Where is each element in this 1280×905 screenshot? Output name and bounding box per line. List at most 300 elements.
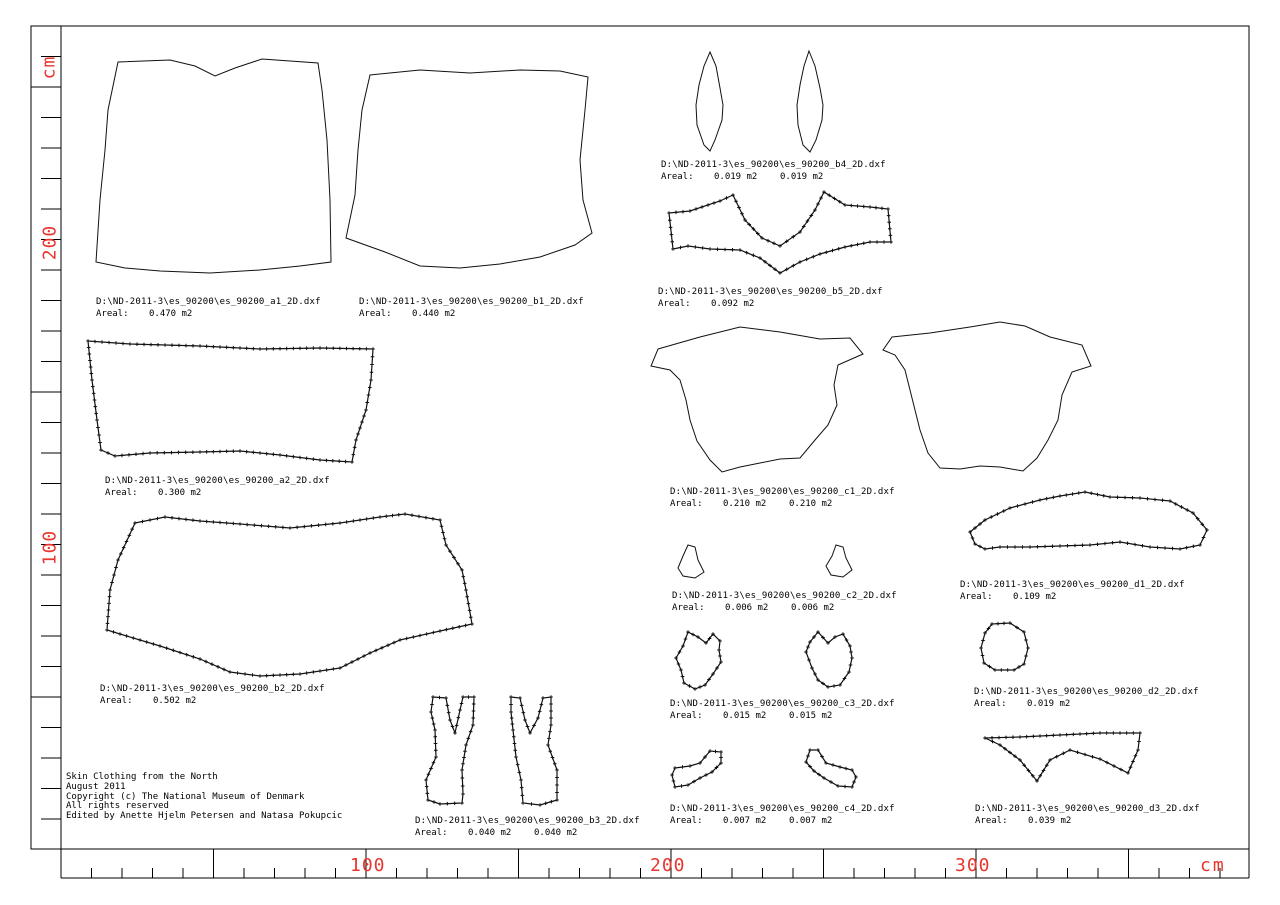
stitch-mark — [418, 634, 422, 638]
stitch-mark — [868, 205, 872, 209]
stitch-mark — [403, 512, 407, 516]
stitch-mark — [887, 220, 891, 224]
stitch-mark — [370, 370, 374, 374]
stitch-mark — [519, 778, 523, 782]
area-row-b5 — [658, 299, 754, 310]
credits-date: August 2011 — [66, 781, 126, 792]
stitch-mark — [138, 638, 142, 642]
piece-d3-outline — [985, 733, 1140, 781]
stitch-mark — [265, 452, 269, 456]
stitch-mark — [265, 674, 269, 678]
stitch-mark — [433, 728, 437, 732]
stitch-mark — [1081, 543, 1085, 547]
stitch-mark — [681, 210, 685, 214]
stitch-mark — [318, 669, 322, 673]
stitch-mark — [434, 748, 438, 752]
stitch-mark — [979, 646, 983, 650]
stitch-mark — [738, 248, 742, 252]
stitch-mark — [397, 513, 401, 517]
stitch-mark — [674, 211, 678, 215]
stitch-mark — [541, 696, 545, 700]
stitch-mark — [149, 343, 153, 347]
stitch-mark — [997, 736, 1001, 740]
stitch-mark — [990, 736, 994, 740]
stitch-mark — [549, 716, 553, 720]
stitch-mark — [120, 454, 124, 458]
piece-c2-left-outline — [678, 545, 704, 578]
stitch-mark — [766, 239, 770, 243]
stitch-mark — [1161, 498, 1165, 502]
area-label: Areal: — [960, 592, 993, 602]
area-value: 0.210 m2 — [789, 499, 833, 509]
stitch-mark — [509, 710, 513, 714]
area-row-b1 — [359, 309, 455, 320]
stitch-mark — [462, 756, 466, 760]
stitch-mark — [681, 765, 685, 769]
stitch-mark — [156, 343, 160, 347]
stitch-mark — [1088, 543, 1092, 547]
piece-label-d2: D:\ND-2011-3\es_90200\es_90200_d2_2D.dxf — [974, 687, 1199, 697]
stitch-mark — [116, 558, 120, 562]
stitch-mark — [94, 405, 98, 409]
stitch-mark — [369, 378, 373, 382]
stitch-mark — [538, 803, 542, 807]
stitch-mark — [441, 531, 445, 535]
stitch-mark — [555, 791, 559, 795]
stitch-mark — [457, 716, 461, 720]
stitch-mark — [546, 743, 550, 747]
stitch-mark — [405, 637, 409, 641]
stitch-mark — [90, 372, 94, 376]
stitch-mark — [526, 725, 530, 729]
area-value: 0.109 m2 — [1013, 592, 1057, 602]
area-label: Areal: — [975, 816, 1008, 826]
stitch-mark — [318, 458, 322, 462]
stitch-mark — [460, 702, 464, 706]
credits-editors: Edited by Anette Hjelm Petersen and Natasa Pokupcic — [66, 811, 343, 822]
stitch-mark — [1185, 546, 1189, 550]
stitch-mark — [509, 703, 513, 707]
stitch-mark — [371, 355, 375, 359]
stitch-mark — [198, 344, 202, 348]
piece-label-b1: D:\ND-2011-3\es_90200\es_90200_b1_2D.dxf — [359, 297, 584, 307]
stitch-mark — [430, 703, 434, 707]
stitch-mark — [679, 246, 683, 250]
area-row-b3 — [415, 828, 577, 839]
stitch-mark — [432, 800, 436, 804]
stitch-mark — [392, 641, 396, 645]
stitch-mark — [1118, 540, 1122, 544]
credits-block — [66, 773, 342, 822]
stitch-mark — [426, 792, 430, 796]
area-value: 0.210 m2 — [723, 499, 767, 509]
piece-label-c1: D:\ND-2011-3\es_90200\es_90200_c1_2D.dxf — [670, 487, 895, 497]
stitch-mark — [983, 736, 987, 740]
vertical-scale — [31, 26, 61, 849]
stitch-mark — [338, 521, 342, 525]
stitch-mark — [1163, 546, 1167, 550]
stitch-mark — [1038, 734, 1042, 738]
stitch-mark — [448, 718, 452, 722]
piece-label-d1: D:\ND-2011-3\es_90200\es_90200_d1_2D.dxf — [960, 580, 1185, 590]
stitch-mark — [461, 776, 465, 780]
stitch-mark — [1076, 750, 1080, 754]
stitch-mark — [1006, 545, 1010, 549]
stitch-mark — [184, 518, 188, 522]
credits-title: Skin Clothing from the North — [66, 772, 218, 782]
stitch-mark — [295, 525, 299, 529]
stitch-mark — [95, 418, 99, 422]
stitch-mark — [172, 649, 176, 653]
stitch-mark — [198, 450, 202, 454]
stitch-mark — [1038, 498, 1042, 502]
piece-label-a1: D:\ND-2011-3\es_90200\es_90200_a1_2D.dxf — [96, 297, 321, 307]
stitch-mark — [107, 608, 111, 612]
stitch-mark — [438, 802, 442, 806]
stitch-mark — [305, 671, 309, 675]
stitch-mark — [1112, 731, 1116, 735]
stitch-mark — [843, 245, 847, 249]
stitch-mark — [274, 525, 278, 529]
stitch-mark — [114, 566, 118, 570]
stitch-mark — [298, 456, 302, 460]
stitch-mark — [461, 792, 465, 796]
stitch-mark — [356, 432, 360, 436]
stitch-mark — [880, 207, 884, 211]
stitch-mark — [850, 785, 854, 789]
stitch-mark — [94, 412, 98, 416]
stitch-mark — [469, 615, 473, 619]
stitch-mark — [89, 365, 93, 369]
stitch-mark — [434, 755, 438, 759]
stitch-mark — [1031, 500, 1035, 504]
stitch-mark — [156, 517, 160, 521]
stitch-mark — [670, 233, 674, 237]
stitch-mark — [812, 255, 816, 259]
stitch-mark — [285, 673, 289, 677]
stitch-mark — [1125, 731, 1129, 735]
stitch-mark — [453, 731, 457, 735]
area-label: Areal: — [96, 309, 129, 319]
area-value: 0.019 m2 — [1027, 699, 1071, 709]
stitch-mark — [108, 588, 112, 592]
area-label: Areal: — [974, 699, 1007, 709]
stitch-mark — [298, 347, 302, 351]
stitch-mark — [1089, 491, 1093, 495]
piece-c4l-outline — [672, 751, 721, 787]
stitch-mark — [446, 802, 450, 806]
stitch-mark — [88, 352, 92, 356]
stitch-mark — [272, 674, 276, 678]
stitch-mark — [470, 622, 474, 626]
stitch-mark — [856, 243, 860, 247]
stitch-mark — [88, 359, 92, 363]
stitch-mark — [87, 346, 91, 350]
stitch-mark — [258, 451, 262, 455]
stitch-mark — [93, 340, 97, 344]
stitch-mark — [135, 342, 139, 346]
stitch-mark — [370, 363, 374, 367]
stitch-mark — [1006, 668, 1010, 672]
stitch-mark — [245, 523, 249, 527]
stitch-mark — [163, 515, 167, 519]
stitch-mark — [1126, 541, 1130, 545]
stitch-mark — [714, 750, 718, 754]
stitch-mark — [451, 725, 455, 729]
stitch-mark — [91, 385, 95, 389]
stitch-mark — [345, 347, 349, 351]
piece-b1-outline — [346, 70, 592, 268]
stitch-mark — [1083, 753, 1087, 757]
stitch-mark — [1118, 731, 1122, 735]
stitch-mark — [1085, 732, 1089, 736]
stitch-mark — [1136, 748, 1140, 752]
stitch-mark — [1083, 490, 1087, 494]
stitch-mark — [93, 398, 97, 402]
stitch-mark — [668, 218, 672, 222]
stitch-mark — [184, 450, 188, 454]
stitch-mark — [1051, 544, 1055, 548]
stitch-mark — [548, 749, 552, 753]
stitch-mark — [701, 246, 705, 250]
area-label: Areal: — [670, 711, 703, 721]
stitch-mark — [1018, 735, 1022, 739]
stitch-mark — [1105, 731, 1109, 735]
stitch-mark — [1036, 545, 1040, 549]
stitch-mark — [152, 642, 156, 646]
area-row-c2 — [672, 603, 834, 614]
stitch-mark — [1077, 491, 1081, 495]
stitch-mark — [353, 446, 357, 450]
stitch-mark — [258, 674, 262, 678]
stitch-mark — [125, 540, 129, 544]
stitch-mark — [198, 657, 202, 661]
piece-label-c4: D:\ND-2011-3\es_90200\es_90200_c4_2D.dxf — [670, 804, 895, 814]
stitch-mark — [1153, 498, 1157, 502]
stitch-mark — [380, 646, 384, 650]
stitch-mark — [874, 206, 878, 210]
stitch-mark — [1023, 502, 1027, 506]
stitch-mark — [105, 628, 109, 632]
stitch-mark — [438, 696, 442, 700]
stitch-mark — [752, 254, 756, 258]
stitch-mark — [86, 339, 90, 343]
stitch-mark — [225, 521, 229, 525]
stitch-mark — [731, 248, 735, 252]
stitch-mark — [1002, 622, 1006, 626]
stitch-mark — [158, 644, 162, 648]
area-value: 0.007 m2 — [723, 816, 767, 826]
stitch-mark — [434, 742, 438, 746]
stitch-mark — [225, 450, 229, 454]
stitch-mark — [849, 244, 853, 248]
stitch-mark — [278, 347, 282, 351]
stitch-mark — [310, 524, 314, 528]
stitch-mark — [184, 344, 188, 348]
stitch-mark — [464, 588, 468, 592]
stitch-mark — [386, 643, 390, 647]
stitch-mark — [991, 546, 995, 550]
stitch-mark — [332, 667, 336, 671]
stitch-mark — [998, 545, 1002, 549]
stitch-mark — [278, 453, 282, 457]
stitch-mark — [92, 392, 96, 396]
stitch-mark — [471, 723, 475, 727]
stitch-mark — [344, 460, 348, 464]
stitch-mark — [808, 748, 812, 752]
stitch-mark — [292, 455, 296, 459]
stitch-mark — [424, 516, 428, 520]
stitch-mark — [1000, 668, 1004, 672]
stitch-mark — [155, 451, 159, 455]
scale-label-v200: 200 — [39, 224, 61, 261]
stitch-mark — [338, 347, 342, 351]
area-value: 0.019 m2 — [714, 172, 758, 182]
stitch-mark — [205, 345, 209, 349]
area-row-b2 — [100, 696, 196, 707]
stitch-mark — [312, 346, 316, 350]
stitch-mark — [669, 226, 673, 230]
stitch-mark — [384, 514, 388, 518]
stitch-mark — [444, 696, 448, 700]
stitch-mark — [1198, 543, 1202, 547]
stitch-mark — [433, 735, 437, 739]
stitch-mark — [1178, 547, 1182, 551]
stitch-mark — [1065, 733, 1069, 737]
stitch-mark — [368, 386, 372, 390]
stitch-mark — [1141, 544, 1145, 548]
stitch-mark — [862, 205, 866, 209]
stitch-mark — [458, 708, 462, 712]
stitch-mark — [772, 242, 776, 246]
stitch-mark — [991, 740, 995, 744]
stitch-mark — [99, 448, 103, 452]
stitch-mark — [550, 800, 554, 804]
stitch-mark — [1045, 734, 1049, 738]
stitch-mark — [446, 704, 450, 708]
stitch-mark — [551, 756, 555, 760]
area-value: 0.015 m2 — [789, 711, 833, 721]
stitch-mark — [464, 624, 468, 628]
stitch-mark — [216, 665, 220, 669]
piece-c1-right-outline — [883, 322, 1091, 471]
area-value: 0.015 m2 — [723, 711, 767, 721]
stitch-mark — [98, 441, 102, 445]
stitch-mark — [431, 517, 435, 521]
stitch-mark — [684, 637, 688, 641]
stitch-mark — [806, 645, 810, 649]
area-value: 0.502 m2 — [153, 696, 197, 706]
stitch-mark — [694, 245, 698, 249]
stitch-mark — [549, 702, 553, 706]
stitch-mark — [523, 718, 527, 722]
piece-label-b4: D:\ND-2011-3\es_90200\es_90200_b4_2D.dxf — [661, 160, 886, 170]
stitch-mark — [670, 773, 674, 777]
stitch-mark — [107, 602, 111, 606]
area-label: Areal: — [658, 299, 691, 309]
stitch-mark — [686, 244, 690, 248]
stitch-mark — [806, 754, 810, 758]
stitch-mark — [141, 520, 145, 524]
stitch-mark — [165, 646, 169, 650]
stitch-mark — [852, 780, 856, 784]
stitch-mark — [1123, 496, 1127, 500]
area-row-c3 — [670, 711, 832, 722]
stitch-mark — [1066, 544, 1070, 548]
stitch-mark — [374, 649, 378, 653]
stitch-mark — [467, 602, 471, 606]
piece-label-c3: D:\ND-2011-3\es_90200\es_90200_c3_2D.dxf — [670, 699, 895, 709]
scale-unit-vertical: cm — [38, 55, 60, 80]
stitch-mark — [1028, 545, 1032, 549]
stitch-mark — [432, 722, 436, 726]
stitch-mark — [1021, 545, 1025, 549]
stitch-mark — [106, 615, 110, 619]
stitch-mark — [555, 768, 559, 772]
stitch-mark — [1052, 734, 1056, 738]
stitch-mark — [345, 520, 349, 524]
stitch-mark — [453, 802, 457, 806]
stitch-mark — [1146, 497, 1150, 501]
piece-c2-right-outline — [826, 545, 852, 577]
area-value: 0.039 m2 — [1028, 816, 1072, 826]
stitch-mark — [212, 345, 216, 349]
stitch-mark — [831, 249, 835, 253]
stitch-mark — [1058, 733, 1062, 737]
stitch-mark — [461, 695, 465, 699]
stitch-mark — [285, 347, 289, 351]
stitch-mark — [667, 211, 671, 215]
stitch-mark — [141, 452, 145, 456]
stitch-mark — [432, 761, 436, 765]
stitch-mark — [882, 240, 886, 244]
stitch-mark — [849, 663, 853, 667]
stitch-mark — [350, 460, 354, 464]
stitch-mark — [463, 582, 467, 586]
stitch-mark — [555, 783, 559, 787]
stitch-mark — [298, 672, 302, 676]
stitch-mark — [457, 625, 461, 629]
stitch-mark — [312, 457, 316, 461]
stitch-mark — [288, 526, 292, 530]
stitch-mark — [365, 347, 369, 351]
stitch-mark — [824, 250, 828, 254]
stitch-mark — [1058, 494, 1062, 498]
stitch-mark — [148, 518, 152, 522]
scale-unit-horizontal: cm — [1200, 855, 1226, 876]
stitch-mark — [1138, 731, 1142, 735]
stitch-mark — [671, 247, 675, 251]
stitch-mark — [549, 709, 553, 713]
stitch-mark — [464, 743, 468, 747]
stitch-mark — [723, 248, 727, 252]
stitch-mark — [512, 735, 516, 739]
area-value: 0.040 m2 — [534, 828, 578, 838]
stitch-mark — [1024, 654, 1028, 658]
stitch-mark — [252, 523, 256, 527]
stitch-mark — [1192, 545, 1196, 549]
stitch-mark — [362, 414, 366, 418]
stitch-mark — [1078, 732, 1082, 736]
piece-label-b2: D:\ND-2011-3\es_90200\es_90200_b2_2D.dxf — [100, 684, 325, 694]
stitch-mark — [318, 346, 322, 350]
stitch-mark — [516, 763, 520, 767]
stitch-mark — [119, 552, 123, 556]
area-value: 0.019 m2 — [780, 172, 824, 182]
stitch-mark — [317, 523, 321, 527]
stitch-mark — [225, 346, 229, 350]
stitch-mark — [191, 450, 195, 454]
